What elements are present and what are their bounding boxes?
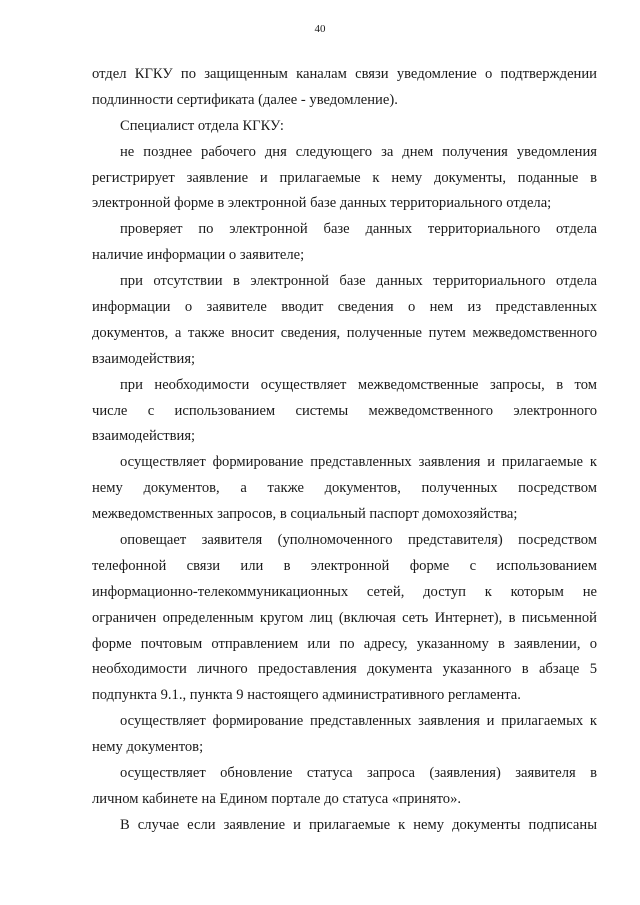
text-line: телефонной связи или в электронной форме с использованием	[92, 557, 597, 574]
text-line: осуществляет формирование представленных заявления и прилагаемых к	[120, 713, 597, 730]
text-line: ограничен определенным кругом лиц (включая сеть Интернет), в письменной	[92, 609, 597, 626]
text-line: взаимодействия;	[92, 350, 196, 367]
text-line: осуществляет формирование представленных заявления и прилагаемые к	[120, 454, 597, 471]
text-line: Специалист отдела КГКУ:	[120, 117, 284, 134]
text-line: личном кабинете на Едином портале до статуса «принято».	[92, 790, 462, 807]
text-line: числе с использованием системы межведомственного электронного	[92, 402, 597, 419]
text-line: нему документов, а также документов, полученных посредством	[92, 480, 597, 497]
text-line: документов, а также вносит сведения, полученные путем межведомственного	[92, 324, 597, 341]
text-line: при отсутствии в электронной базе данных территориального отдела	[120, 273, 597, 290]
text-line: оповещает заявителя (уполномоченного представителя) посредством	[120, 532, 597, 549]
text-line: В случае если заявление и прилагаемые к нему документы подписаны	[120, 816, 597, 833]
text-line: взаимодействия;	[92, 428, 196, 445]
text-line: нему документов;	[92, 739, 204, 756]
text-line: межведомственных запросов, в социальный паспорт домохозяйства;	[92, 506, 518, 523]
text-line: форме почтовым отправлением или по адресу, указанному в заявлении, о	[92, 635, 597, 652]
text-line: регистрирует заявление и прилагаемые к нему документы, поданные в	[92, 169, 597, 186]
text-line: наличие информации о заявителе;	[92, 247, 305, 264]
text-line: отдел КГКУ по защищенным каналам связи уведомление о подтверждении	[92, 66, 597, 82]
text-line: не позднее рабочего дня следующего за днем получения уведомления	[120, 143, 597, 160]
text-line: осуществляет обновление статуса запроса (заявления) заявителя в	[120, 765, 597, 782]
text-line: подпункта 9.1., пункта 9 настоящего административного регламента.	[92, 687, 521, 704]
text-line: информационно-телекоммуникационных сетей, доступ к которым не	[92, 583, 597, 600]
text-line: подлинности сертификата (далее - уведомление).	[92, 91, 398, 108]
text-line: необходимости личного предоставления документа указанного в абзаце 5	[92, 661, 597, 678]
text-line: при необходимости осуществляет межведомственные запросы, в том	[120, 376, 597, 393]
page-number: 40	[314, 23, 326, 35]
text-line: электронной форме в электронной базе данных территориального отдела;	[92, 195, 552, 212]
document-body	[92, 62, 597, 839]
text-line: проверяет по электронной базе данных территориального отдела	[120, 221, 597, 238]
text-line: информации о заявителе вводит сведения о нем из представленных	[92, 299, 597, 316]
